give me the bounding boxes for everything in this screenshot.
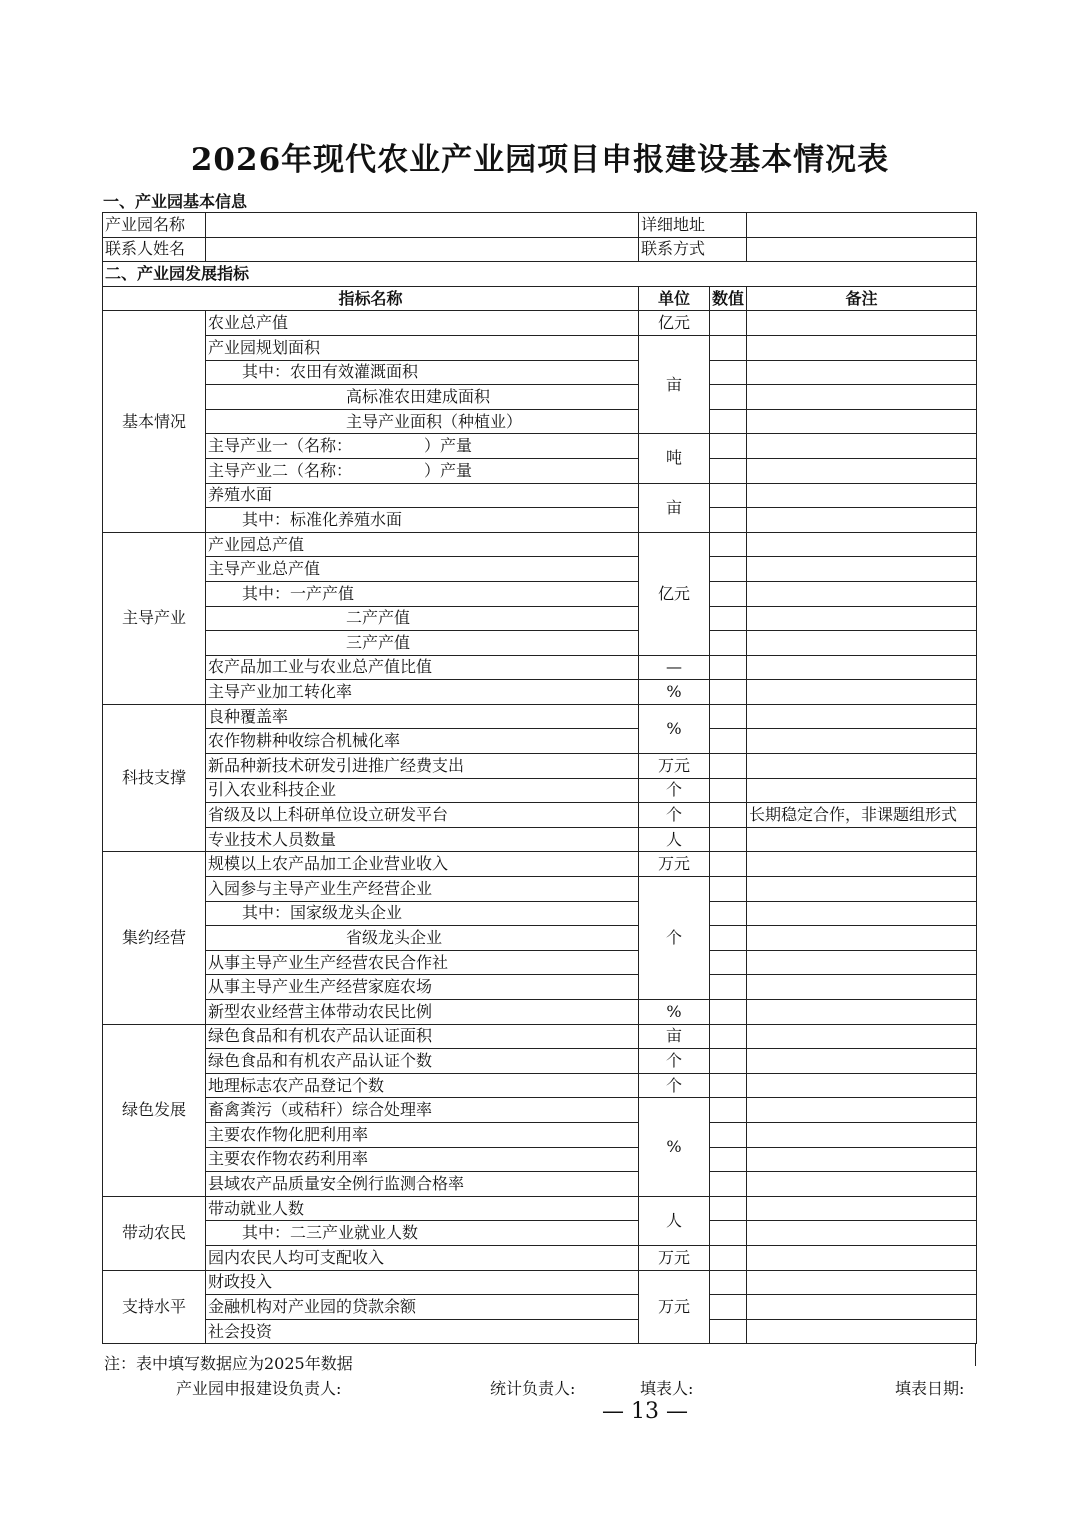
indicator-row [103, 1024, 977, 1049]
signature-date-label: 填表日期: [895, 1379, 965, 1398]
value-input-cell[interactable] [710, 803, 747, 828]
remark-cell[interactable] [747, 606, 977, 631]
unit-cell: 个 [639, 803, 710, 828]
value-input-cell[interactable] [710, 827, 747, 852]
indicator-row [103, 1000, 977, 1025]
remark-cell[interactable] [747, 532, 977, 557]
section-2-row [103, 262, 977, 287]
value-input-cell[interactable] [710, 852, 747, 877]
indicator-row [103, 409, 977, 434]
header-indicator: 指标名称 [103, 286, 639, 311]
indicator-label: 入园参与主导产业生产经营企业 [206, 877, 639, 902]
indicator-row [103, 1270, 977, 1295]
unit-cell: 万元 [639, 1270, 710, 1344]
indicator-label: 主导产业加工转化率 [206, 680, 639, 705]
value-input-cell[interactable] [710, 950, 747, 975]
value-input-cell[interactable] [710, 877, 747, 902]
indicator-label: 绿色食品和有机农产品认证面积 [206, 1024, 639, 1049]
indicator-label: 主要农作物农药利用率 [206, 1147, 639, 1172]
value-input-cell[interactable] [710, 631, 747, 656]
page-title: 2026年现代农业产业园项目申报建设基本情况表 [190, 142, 890, 178]
contact-method-field[interactable] [747, 237, 977, 262]
indicator-row [103, 778, 977, 803]
value-input-cell[interactable] [710, 385, 747, 410]
indicator-label: 三产产值 [206, 631, 639, 656]
indicator-row [103, 950, 977, 975]
basic-info-row-2 [103, 237, 977, 262]
indicator-label: 其中：二三产业就业人数 [206, 1221, 639, 1246]
remark-cell[interactable] [747, 1221, 977, 1246]
unit-cell: 亩 [639, 483, 710, 532]
remark-cell[interactable] [747, 1196, 977, 1221]
unit-cell: 万元 [639, 754, 710, 779]
value-input-cell[interactable] [710, 1098, 747, 1123]
table-edge-line [975, 1344, 976, 1366]
contact-name-label: 联系人姓名 [103, 237, 206, 262]
indicator-row [103, 508, 977, 533]
indicator-label: 新品种新技术研发引进推广经费支出 [206, 754, 639, 779]
value-input-cell[interactable] [710, 778, 747, 803]
indicator-label: 养殖水面 [206, 483, 639, 508]
value-input-cell[interactable] [710, 581, 747, 606]
value-input-cell[interactable] [710, 901, 747, 926]
unit-cell: 个 [639, 778, 710, 803]
indicator-label: 社会投资 [206, 1319, 639, 1344]
remark-cell[interactable] [747, 1319, 977, 1344]
indicator-label: 主导产业总产值 [206, 557, 639, 582]
category-cell: 科技支撑 [103, 704, 206, 852]
indicator-label: 产业园规划面积 [206, 335, 639, 360]
value-input-cell[interactable] [710, 458, 747, 483]
category-cell: 集约经营 [103, 852, 206, 1024]
value-input-cell[interactable] [710, 1122, 747, 1147]
category-cell: 支持水平 [103, 1270, 206, 1344]
indicator-row [103, 655, 977, 680]
remark-cell[interactable] [747, 483, 977, 508]
value-input-cell[interactable] [710, 754, 747, 779]
remark-cell[interactable] [747, 1122, 977, 1147]
indicator-label: 其中：农田有效灌溉面积 [206, 360, 639, 385]
indicator-label: 高标准农田建成面积 [206, 385, 639, 410]
value-input-cell[interactable] [710, 483, 747, 508]
contact-method-label: 联系方式 [639, 237, 747, 262]
value-input-cell[interactable] [710, 335, 747, 360]
indicator-label: 规模以上农产品加工企业营业收入 [206, 852, 639, 877]
indicator-label: 农作物耕种收综合机械化率 [206, 729, 639, 754]
indicator-label: 专业技术人员数量 [206, 827, 639, 852]
indicator-label: 从事主导产业生产经营家庭农场 [206, 975, 639, 1000]
indicator-row [103, 1122, 977, 1147]
indicator-row [103, 704, 977, 729]
header-value: 数值 [710, 286, 747, 311]
indicator-row [103, 385, 977, 410]
value-input-cell[interactable] [710, 409, 747, 434]
indicator-row [103, 581, 977, 606]
signature-leader-label: 产业园申报建设负责人: [176, 1379, 342, 1398]
indicator-label: 从事主导产业生产经营农民合作社 [206, 950, 639, 975]
indicator-label: 畜禽粪污（或秸秆）综合处理率 [206, 1098, 639, 1123]
indicator-row [103, 532, 977, 557]
unit-cell: % [639, 1098, 710, 1196]
indicator-row [103, 458, 977, 483]
value-input-cell[interactable] [710, 1172, 747, 1197]
remark-cell[interactable] [747, 1098, 977, 1123]
remark-cell[interactable] [747, 926, 977, 951]
indicator-label: 其中：一产产值 [206, 581, 639, 606]
indicator-label: 新型农业经营主体带动农民比例 [206, 1000, 639, 1025]
value-input-cell[interactable] [710, 975, 747, 1000]
unit-cell: 人 [639, 1196, 710, 1245]
indicator-row [103, 1295, 977, 1320]
remark-cell[interactable] [747, 877, 977, 902]
indicator-label: 绿色食品和有机农产品认证个数 [206, 1049, 639, 1074]
indicator-label: 主导产业二（名称： ）产量 [206, 458, 639, 483]
remark-cell[interactable] [747, 827, 977, 852]
value-input-cell[interactable] [710, 1270, 747, 1295]
park-name-field[interactable] [206, 213, 639, 238]
indicator-row [103, 360, 977, 385]
indicator-row [103, 335, 977, 360]
indicator-label: 带动就业人数 [206, 1196, 639, 1221]
unit-cell: % [639, 1000, 710, 1025]
unit-cell: 个 [639, 1073, 710, 1098]
unit-cell: % [639, 704, 710, 753]
indicator-row [103, 1098, 977, 1123]
indicator-row [103, 901, 977, 926]
remark-cell[interactable] [747, 729, 977, 754]
category-cell: 主导产业 [103, 532, 206, 704]
value-input-cell[interactable] [710, 1049, 747, 1074]
indicator-row [103, 434, 977, 459]
address-label: 详细地址 [639, 213, 747, 238]
indicator-label: 农业总产值 [206, 311, 639, 336]
remark-cell[interactable] [747, 1049, 977, 1074]
indicator-label: 产业园总产值 [206, 532, 639, 557]
remark-cell[interactable] [747, 1172, 977, 1197]
value-input-cell[interactable] [710, 655, 747, 680]
unit-cell: — [639, 655, 710, 680]
remark-cell[interactable] [747, 1245, 977, 1270]
remark-cell[interactable] [747, 950, 977, 975]
unit-cell: 个 [639, 877, 710, 1000]
indicator-label: 财政投入 [206, 1270, 639, 1295]
value-input-cell[interactable] [710, 1147, 747, 1172]
indicator-row [103, 926, 977, 951]
remark-cell[interactable] [747, 409, 977, 434]
page-number: — 13 — [602, 1399, 688, 1424]
value-input-cell[interactable] [710, 926, 747, 951]
indicator-label: 主要农作物化肥利用率 [206, 1122, 639, 1147]
indicator-row [103, 1196, 977, 1221]
indicator-label: 金融机构对产业园的贷款余额 [206, 1295, 639, 1320]
value-input-cell[interactable] [710, 680, 747, 705]
value-input-cell[interactable] [710, 434, 747, 459]
indicator-label: 地理标志农产品登记个数 [206, 1073, 639, 1098]
indicator-label: 主导产业面积（种植业） [206, 409, 639, 434]
remark-cell[interactable]: 长期稳定合作，非课题组形式 [747, 803, 977, 828]
remark-cell[interactable] [747, 1000, 977, 1025]
remark-cell[interactable] [747, 1270, 977, 1295]
remark-cell[interactable] [747, 1147, 977, 1172]
indicator-row [103, 483, 977, 508]
remark-cell[interactable] [747, 704, 977, 729]
unit-cell: 万元 [639, 852, 710, 877]
category-cell: 带动农民 [103, 1196, 206, 1270]
value-input-cell[interactable] [710, 311, 747, 336]
remark-cell[interactable] [747, 631, 977, 656]
value-input-cell[interactable] [710, 557, 747, 582]
indicator-label: 其中：标准化养殖水面 [206, 508, 639, 533]
indicator-label: 县域农产品质量安全例行监测合格率 [206, 1172, 639, 1197]
unit-cell: % [639, 680, 710, 705]
indicator-row [103, 557, 977, 582]
value-input-cell[interactable] [710, 1221, 747, 1246]
basic-info-row-1 [103, 213, 977, 238]
indicator-row [103, 631, 977, 656]
indicator-label: 省级及以上科研单位设立研发平台 [206, 803, 639, 828]
value-input-cell[interactable] [710, 532, 747, 557]
indicator-row [103, 1245, 977, 1270]
remark-cell[interactable] [747, 360, 977, 385]
unit-cell: 亩 [639, 335, 710, 433]
value-input-cell[interactable] [710, 1319, 747, 1344]
section-heading-indicators: 二、产业园发展指标 [103, 262, 977, 287]
indicator-label: 农产品加工业与农业总产值比值 [206, 655, 639, 680]
indicator-row [103, 311, 977, 336]
value-input-cell[interactable] [710, 508, 747, 533]
indicator-row [103, 852, 977, 877]
indicator-row [103, 1073, 977, 1098]
value-input-cell[interactable] [710, 1295, 747, 1320]
address-field[interactable] [747, 213, 977, 238]
application-form-table [102, 212, 977, 1344]
remark-cell[interactable] [747, 901, 977, 926]
indicator-header-row [103, 286, 977, 311]
remark-cell[interactable] [747, 508, 977, 533]
indicator-label: 其中：国家级龙头企业 [206, 901, 639, 926]
indicator-row [103, 877, 977, 902]
indicator-row [103, 1147, 977, 1172]
remark-cell[interactable] [747, 385, 977, 410]
remark-cell[interactable] [747, 335, 977, 360]
park-name-label: 产业园名称 [103, 213, 206, 238]
indicator-row [103, 975, 977, 1000]
signature-stats-label: 统计负责人: [490, 1379, 576, 1398]
remark-cell[interactable] [747, 778, 977, 803]
remark-cell[interactable] [747, 975, 977, 1000]
value-input-cell[interactable] [710, 704, 747, 729]
indicator-label: 省级龙头企业 [206, 926, 639, 951]
remark-cell[interactable] [747, 434, 977, 459]
indicator-row [103, 1221, 977, 1246]
indicator-row [103, 754, 977, 779]
indicator-label: 主导产业一（名称： ）产量 [206, 434, 639, 459]
unit-cell: 个 [639, 1049, 710, 1074]
unit-cell: 人 [639, 827, 710, 852]
category-cell: 绿色发展 [103, 1024, 206, 1196]
indicator-row [103, 606, 977, 631]
indicator-label: 引入农业科技企业 [206, 778, 639, 803]
indicator-label: 园内农民人均可支配收入 [206, 1245, 639, 1270]
value-input-cell[interactable] [710, 360, 747, 385]
remark-cell[interactable] [747, 557, 977, 582]
indicator-row [103, 680, 977, 705]
remark-cell[interactable] [747, 680, 977, 705]
unit-cell: 亿元 [639, 532, 710, 655]
indicator-row [103, 1049, 977, 1074]
contact-name-field[interactable] [206, 237, 639, 262]
remark-cell[interactable] [747, 311, 977, 336]
remark-cell[interactable] [747, 655, 977, 680]
signature-filler-label: 填表人: [640, 1379, 694, 1398]
remark-cell[interactable] [747, 1024, 977, 1049]
footnote: 注：表中填写数据应为2025年数据 [104, 1354, 353, 1373]
value-input-cell[interactable] [710, 1024, 747, 1049]
value-input-cell[interactable] [710, 729, 747, 754]
indicator-row [103, 827, 977, 852]
value-input-cell[interactable] [710, 1245, 747, 1270]
indicator-row [103, 1319, 977, 1344]
value-input-cell[interactable] [710, 1000, 747, 1025]
value-input-cell[interactable] [710, 606, 747, 631]
indicator-row [103, 729, 977, 754]
unit-cell: 亩 [639, 1024, 710, 1049]
remark-cell[interactable] [747, 852, 977, 877]
section-heading-basic-info: 一、产业园基本信息 [103, 192, 248, 211]
remark-cell[interactable] [747, 581, 977, 606]
header-remark: 备注 [747, 286, 977, 311]
category-cell: 基本情况 [103, 311, 206, 532]
indicator-label: 二产产值 [206, 606, 639, 631]
indicator-row [103, 803, 977, 828]
remark-cell[interactable] [747, 1073, 977, 1098]
remark-cell[interactable] [747, 1295, 977, 1320]
unit-cell: 吨 [639, 434, 710, 483]
value-input-cell[interactable] [710, 1196, 747, 1221]
header-unit: 单位 [639, 286, 710, 311]
remark-cell[interactable] [747, 754, 977, 779]
value-input-cell[interactable] [710, 1073, 747, 1098]
indicator-label: 良种覆盖率 [206, 704, 639, 729]
indicator-row [103, 1172, 977, 1197]
unit-cell: 万元 [639, 1245, 710, 1270]
remark-cell[interactable] [747, 458, 977, 483]
unit-cell: 亿元 [639, 311, 710, 336]
